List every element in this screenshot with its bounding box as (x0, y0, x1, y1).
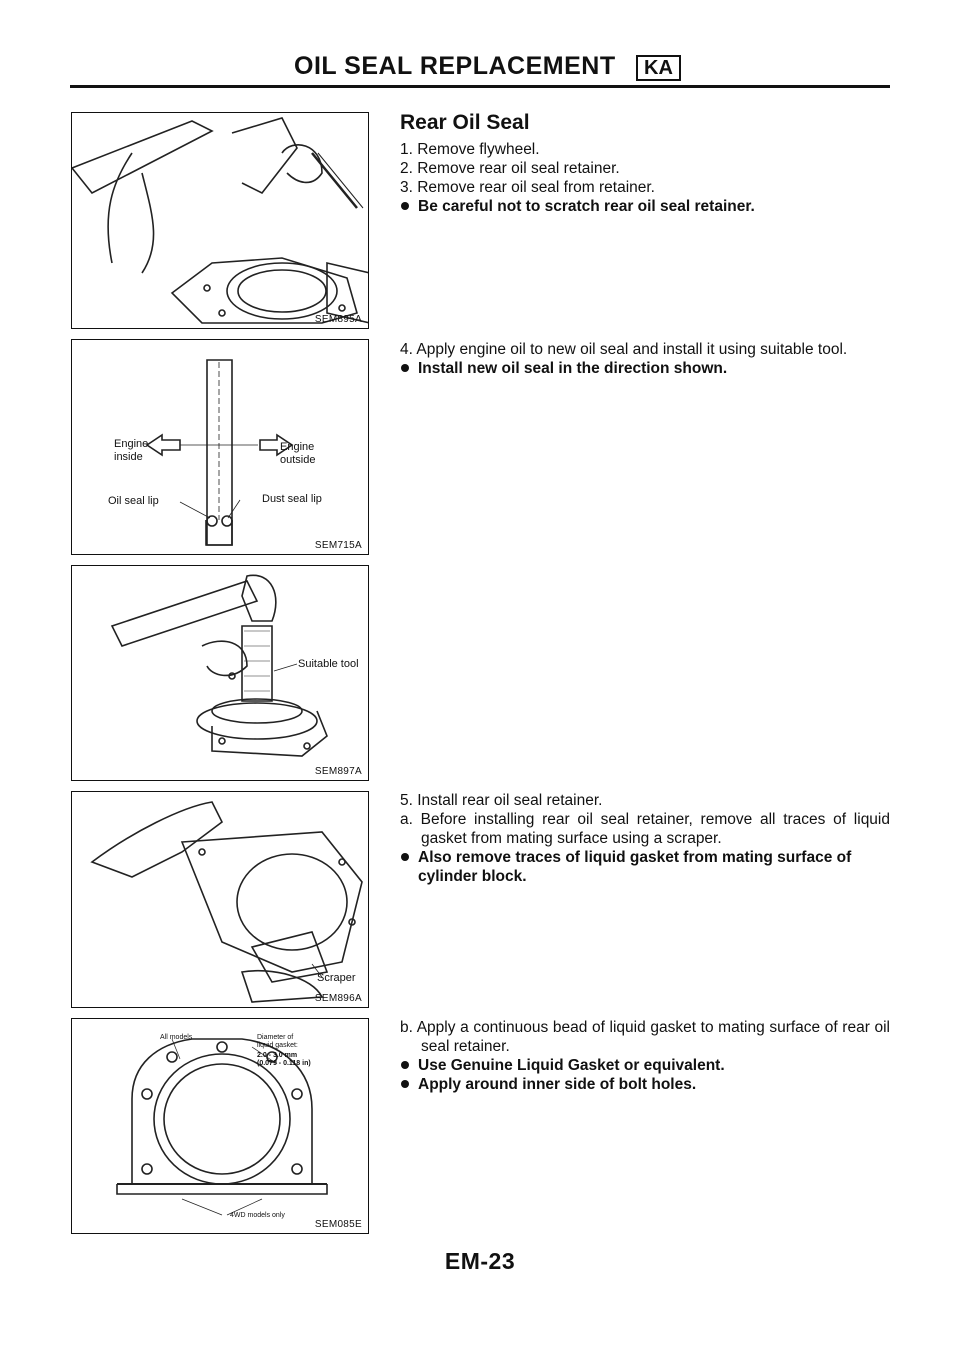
label-suitable-tool: Suitable tool (298, 658, 359, 670)
figure-install-oil-seal (71, 565, 369, 781)
label-engine-outside: Engine outside (280, 441, 316, 466)
label-engine-inside: Engine inside (114, 438, 149, 463)
step-5: 5. Install rear oil seal retainer. (400, 792, 603, 809)
step-1: 1. Remove flywheel. (400, 141, 540, 158)
bullet-dot-icon (401, 1061, 409, 1069)
label-all-models: All models (160, 1034, 193, 1041)
header-rule (70, 85, 890, 88)
figure-remove-oil-seal (71, 112, 369, 329)
label-diameter-value: 2.0 - 3.0 mm (0.079 - 0.118 in) (257, 1052, 311, 1067)
label-oil-seal-lip: Oil seal lip (108, 495, 159, 507)
step-3: 3. Remove rear oil seal from retainer. (400, 179, 655, 196)
bullet-dot-icon (401, 364, 409, 372)
figure-code: SEM715A (314, 540, 362, 551)
label-dust-seal-lip: Dust seal lip (262, 493, 322, 505)
bullet-dot-icon (401, 853, 409, 861)
illustration-gasket-application (72, 1019, 369, 1234)
bullet-dot-icon (401, 202, 409, 210)
text-block-remove (400, 113, 890, 216)
bullet-remove-traces: Also remove traces of liquid gasket from mating surface of cylinder block. (400, 848, 890, 886)
step-2: 2. Remove rear oil seal retainer. (400, 160, 620, 177)
bullet-genuine-gasket: Use Genuine Liquid Gasket or equivalent. (400, 1056, 890, 1075)
text-block-install-seal (400, 340, 890, 378)
bullet-bolt-holes: Apply around inner side of bolt holes. (400, 1075, 890, 1094)
step-4: 4. Apply engine oil to new oil seal and install it using suitable tool. (400, 341, 848, 358)
page-title: OIL SEAL REPLACEMENT (294, 52, 616, 80)
label-scraper: Scraper (317, 972, 356, 984)
illustration-remove-oil-seal (72, 113, 369, 329)
figure-scraper (71, 791, 369, 1008)
text-block-install-retainer (400, 791, 890, 886)
figure-code: SEM896A (314, 993, 362, 1004)
page-header (70, 52, 890, 84)
step-5b: b. Apply a continuous bead of liquid gasket to mating surface of rear oil seal retainer. (400, 1019, 890, 1055)
figure-oil-seal-direction (71, 339, 369, 555)
figure-code: SEM897A (314, 766, 362, 777)
bullet-caution: Be careful not to scratch rear oil seal retainer. (400, 197, 890, 216)
engine-code-badge: KA (636, 55, 681, 81)
section-title: Rear Oil Seal (400, 111, 530, 134)
bullet-dot-icon (401, 1080, 409, 1088)
label-4wd-models: 4WD models only (230, 1212, 285, 1219)
illustration-install-with-tool (72, 566, 369, 781)
bullet-direction: Install new oil seal in the direction shown. (400, 359, 890, 378)
label-diameter: Diameter of liquid gasket: (257, 1034, 298, 1049)
figure-code: SEM895A (314, 314, 362, 325)
figure-liquid-gasket (71, 1018, 369, 1234)
step-5a: a. Before installing rear oil seal retainer, remove all traces of liquid gasket from mating surface using a scraper. (400, 811, 890, 847)
page-number: EM-23 (444, 1248, 516, 1274)
figure-code: SEM085E (314, 1219, 362, 1230)
text-block-apply-gasket (400, 1018, 890, 1094)
